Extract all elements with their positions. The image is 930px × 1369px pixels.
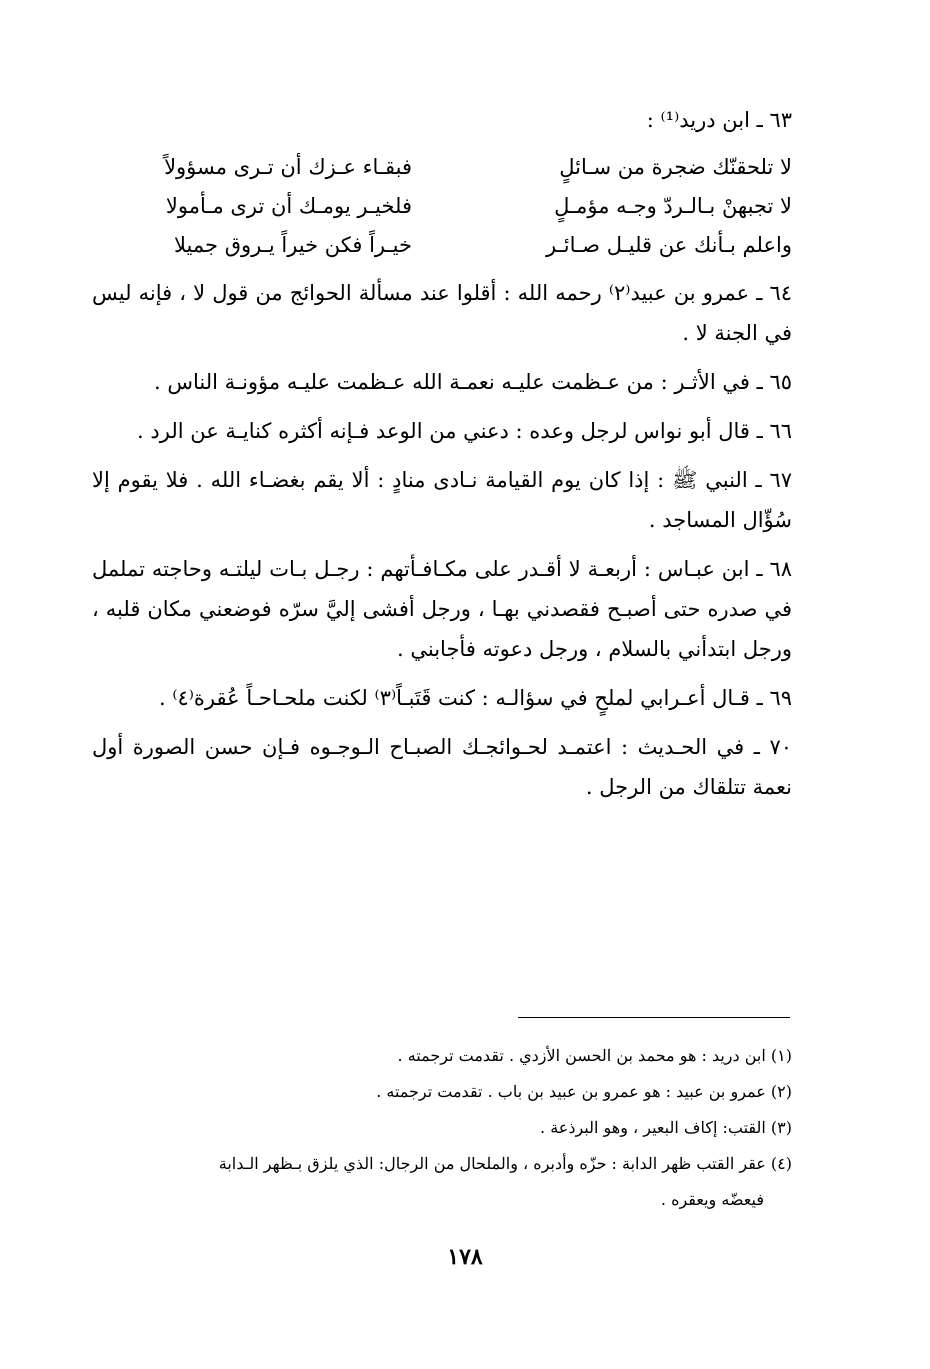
verse-first-hemistich: واعلم بـأنك عن قليـل صـائـر — [546, 233, 792, 257]
footnote-4: (٤) عقر القتب ظهر الدابة : حزّه وأدبره ، والملحال من الرجال: الذي يلزق بـظهر الـدابة — [218, 1154, 792, 1173]
verse-second-hemistich: فلخيـر يومـك أن ترى مـأمولا — [165, 194, 412, 218]
footnote-4-continuation: فيعضّه ويعقره . — [660, 1190, 764, 1209]
footnote-separator — [518, 1017, 790, 1018]
entry-64: ٦٤ ـ عمرو بن عبيد⁽٢⁾ رحمه الله : أقلوا عند مسألة الحوائج من قول لا ، فإنه ليس في الجنة لا . — [92, 281, 793, 345]
page-number: ١٧٨ — [447, 1244, 483, 1270]
entry-63-heading: ٦٣ ـ ابن دريد⁽¹⁾ : — [646, 108, 792, 132]
footnote-2: (٢) عمرو بن عبيد : هو عمرو بن عبيد بن باب . تقدمت ترجمته . — [376, 1082, 792, 1101]
entry-70: ٧٠ ـ في الحـديث : اعتمـد لحـوائجـك الصبـاح الـوجـوه فـإن حسن الصورة أول نعمة تتلقاك من الرجل . — [92, 735, 792, 799]
poem-verse — [92, 226, 792, 265]
poem — [92, 148, 792, 265]
verse-second-hemistich: خيـراً فكن خيراً يـروق جميلا — [174, 233, 412, 257]
footnotes — [92, 1040, 792, 1220]
verse-first-hemistich: لا تجبهنْ بـالـردّ وجـه مؤمـلٍ — [554, 194, 792, 218]
poem-verse — [92, 187, 792, 226]
verse-second-hemistich: فبقـاء عـزك أن تـرى مسؤولاً — [164, 155, 412, 179]
main-text — [92, 100, 792, 816]
footnote-1: (١) ابن دريد : هو محمد بن الحسن الأزدي . تقدمت ترجمته . — [397, 1046, 792, 1065]
entry-66: ٦٦ ـ قال أبو نواس لرجل وعده : دعني من الوعد فـإنه أكثره كنايـة عن الرد . — [137, 419, 792, 443]
entry-68: ٦٨ ـ ابن عبـاس : أربعـة لا أقـدر على مكـافـأتهم : رجـل بـات ليلتـه وحاجته تململ في صدره حتى أصبـح فقصدني بهـا ، ورجل أفشى إليَّ سرّه فوضعني مكان قلبه ، ورجل ابتدأني بالسلام ، ورجل دعوته فأجابني . — [92, 557, 792, 661]
verse-first-hemistich: لا تلحقنّك ضجرة من سـائلٍ — [559, 155, 792, 179]
footnote-3: (٣) القتب: إكاف البعير ، وهو البرذعة . — [540, 1118, 792, 1137]
entry-65: ٦٥ ـ في الأثـر : من عـظمت عليـه نعمـة الله عـظمت عليـه مؤونـة الناس . — [154, 370, 792, 394]
entry-67: ٦٧ ـ النبي ﷺ : إذا كان يوم القيامة نـادى منادٍ : ألا يقم بغضـاء الله . فلا يقوم إلا سُؤّال المساجد . — [92, 468, 792, 532]
poem-verse — [92, 148, 792, 187]
entry-69: ٦٩ ـ قـال أعـرابي لملحٍ في سؤالـه : كنت قَتَبـاً⁽٣⁾ لكنت ملحـاحـاً عُقرة⁽٤⁾ . — [158, 686, 792, 710]
